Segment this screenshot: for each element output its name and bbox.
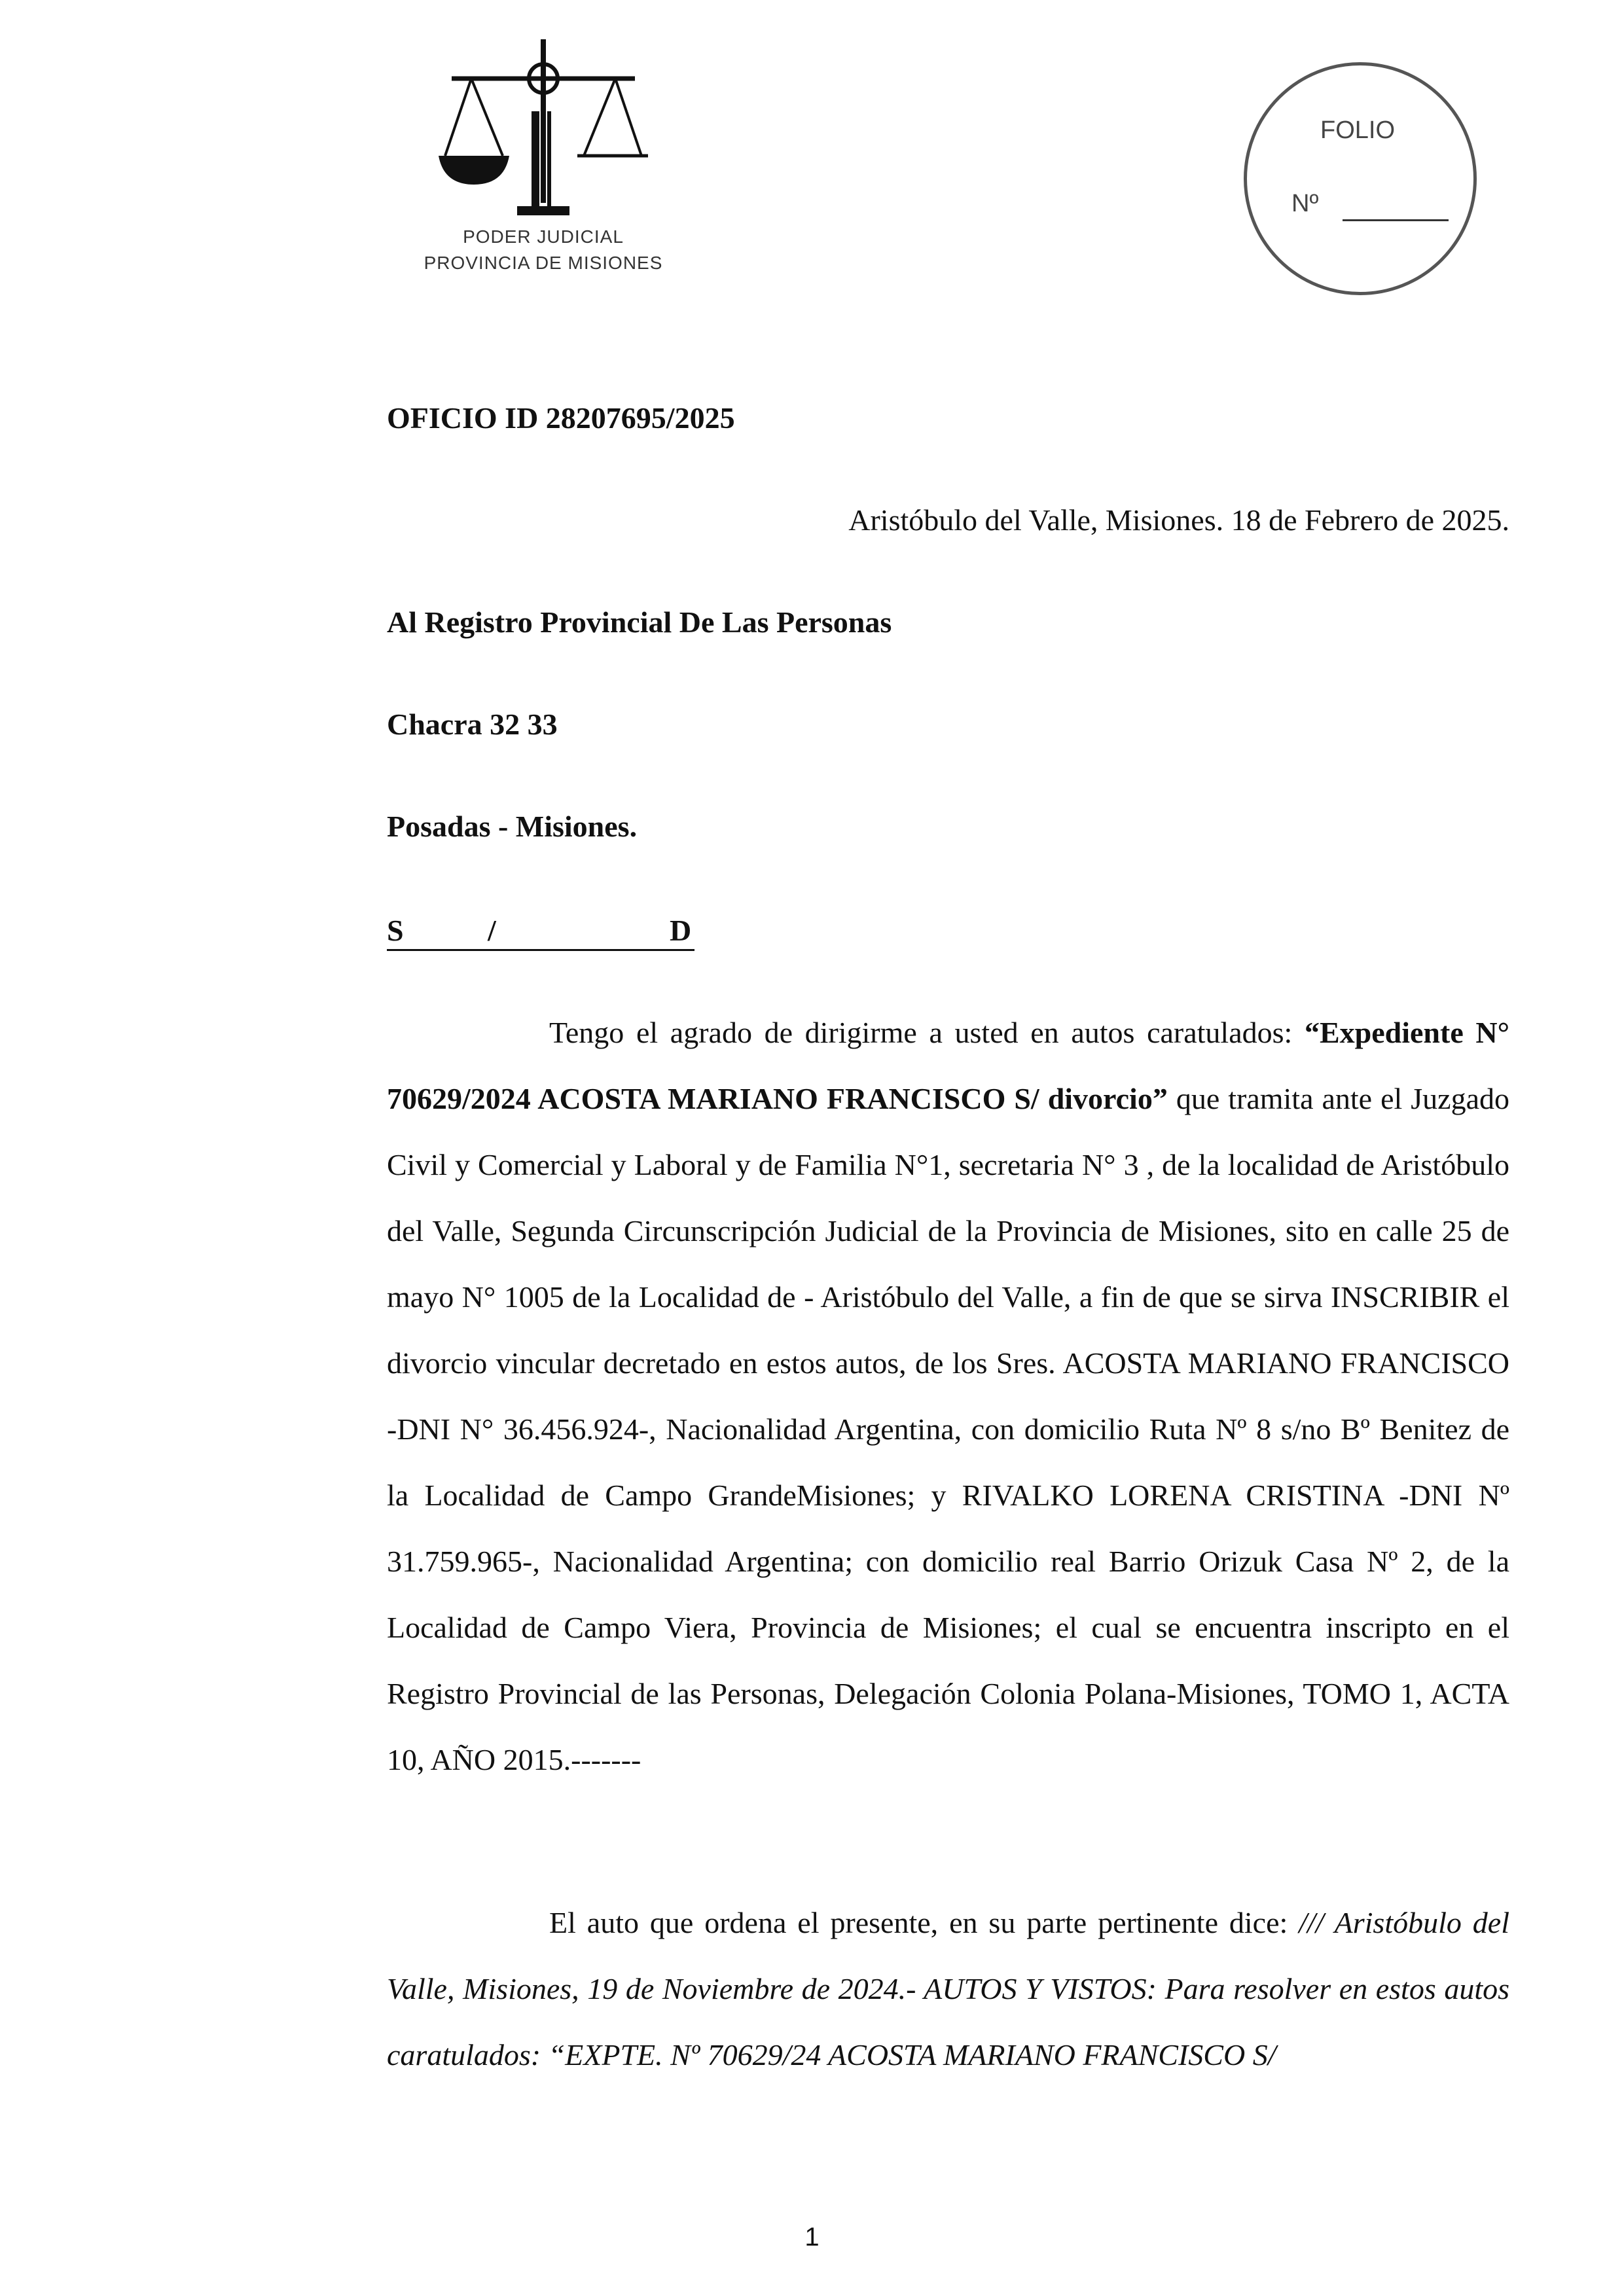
logo-line-1: PODER JUDICIAL xyxy=(463,226,624,247)
folio-number-line xyxy=(1343,219,1449,221)
folio-stamp xyxy=(1244,62,1477,295)
scales-of-justice-icon xyxy=(432,39,655,223)
recipient-line-2: Chacra 32 33 xyxy=(387,708,558,741)
sd-slash: / xyxy=(488,914,496,947)
folio-label: FOLIO xyxy=(1320,117,1396,144)
recipient-line-3: Posadas - Misiones. xyxy=(387,810,638,843)
judicial-logo xyxy=(406,39,681,288)
sd-heading xyxy=(387,913,695,952)
sd-d: D xyxy=(670,914,692,947)
resolution-quote: /// Aristóbulo del Valle, Misiones, 19 de Noviembre de 2024.- AUTOS Y VISTOS: Para resolver en estos autos caratulados: “EXPTE. Nº 70629/24 ACOSTA MARIANO FRANCISCO S/ xyxy=(387,1906,1509,2072)
body-paragraph-2 xyxy=(387,1890,1509,2088)
case-title: “Expediente N° 70629/2024 ACOSTA MARIANO FRANCISCO S/ divorcio” xyxy=(387,1016,1509,1115)
sd-underline xyxy=(387,949,695,951)
recipient-line-1: Al Registro Provincial De Las Personas xyxy=(387,605,892,639)
logo-line-2: PROVINCIA DE MISIONES xyxy=(424,253,663,273)
folio-number-label: Nº xyxy=(1291,190,1319,217)
oficio-id: OFICIO ID 28207695/2025 xyxy=(387,401,735,435)
sd-s: S xyxy=(387,914,404,947)
place-date: Aristóbulo del Valle, Misiones. 18 de Febrero de 2025. xyxy=(848,503,1509,537)
paragraph-2-intro: El auto que ordena el presente, en su parte pertinente dice: xyxy=(549,1906,1299,1939)
body-paragraph-1 xyxy=(387,999,1509,1793)
page-number: 1 xyxy=(804,2223,820,2251)
paragraph-1-body: que tramita ante el Juzgado Civil y Comercial y Laboral y de Familia N°1, secretaria N° 3 , de la localidad de Aristóbulo del Valle, Segunda Circunscripción Judicial de la Provincia de Misiones, sito en calle 25 de mayo N° 1005 de la Localidad de - Aristóbulo del Valle, a fin de que se sirva INSCRIBIR el divorcio vincular decretado en estos autos, de los Sres. ACOSTA MARIANO FRANCISCO -DNI N° 36.456.924-, Nacionalidad Argentina, con domicilio Ruta Nº 8 s/no Bº Benitez de la Localidad de Campo GrandeMisiones; y RIVALKO LORENA CRISTINA -DNI Nº 31.759.965-, Nacionalidad Argentina; con domicilio real Barrio Orizuk Casa Nº 2, de la Localidad de Campo Viera, Provincia de Misiones; el cual se encuentra inscripto en el Registro Provincial de las Personas, Delegación Colonia Polana-Misiones, TOMO 1, ACTA 10, AÑO 2015.------- xyxy=(387,1082,1509,1776)
paragraph-1-intro: Tengo el agrado de dirigirme a usted en autos caratulados: xyxy=(549,1016,1305,1049)
